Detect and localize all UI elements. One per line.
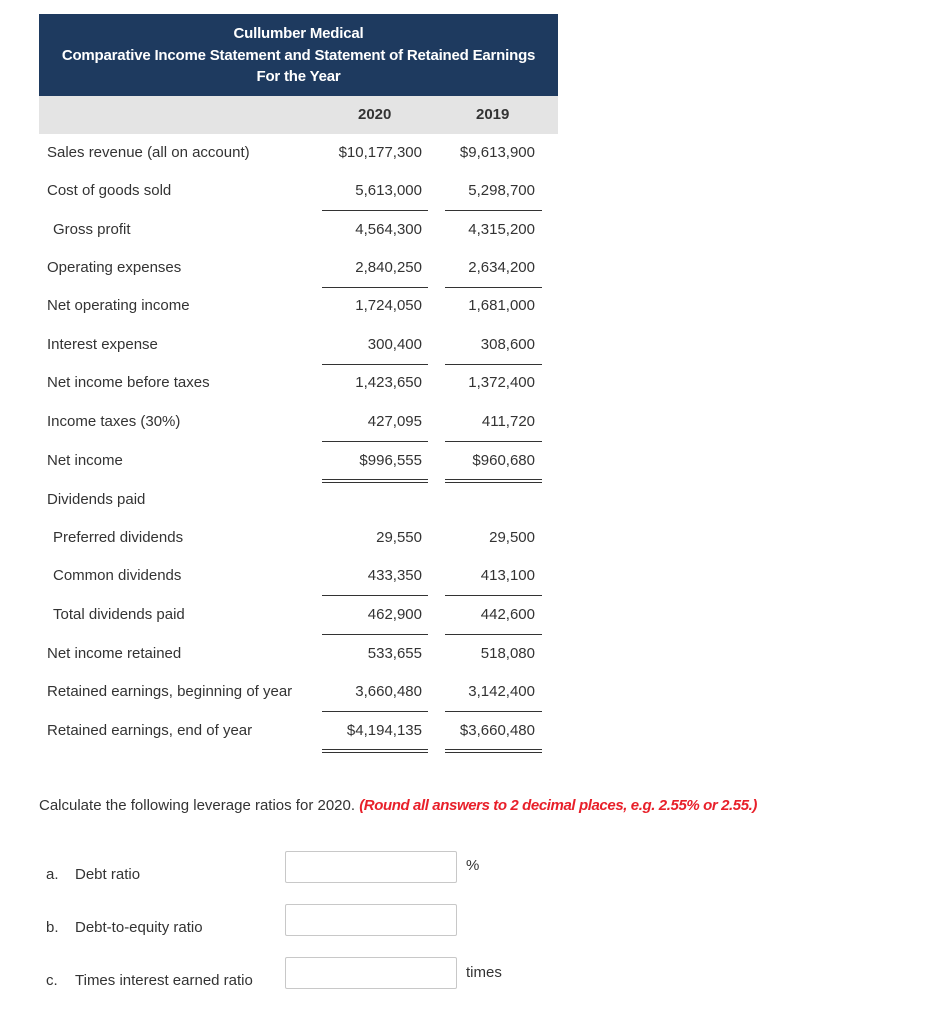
table-row	[0, 596, 942, 634]
question-label: Times interest earned ratio	[75, 972, 253, 989]
row-label: Net income retained	[47, 645, 182, 662]
value-2019: 442,600	[480, 606, 535, 623]
value-2019: 29,500	[489, 529, 535, 546]
value-2020: 433,350	[367, 567, 422, 584]
double-underline	[322, 749, 428, 753]
statement-period: For the Year	[256, 68, 341, 85]
statement-title: Comparative Income Statement and Statement of Retained Earnings	[61, 46, 536, 64]
row-label: Retained earnings, end of year	[47, 722, 253, 739]
value-2020: 1,423,650	[355, 374, 422, 391]
percent-unit: %	[466, 857, 480, 874]
table-row	[0, 635, 942, 673]
company-name: Cullumber Medical	[233, 25, 364, 42]
value-2020: 5,613,000	[355, 182, 422, 199]
value-2020: $10,177,300	[338, 144, 422, 161]
row-label: Gross profit	[53, 221, 131, 238]
table-row	[0, 519, 942, 557]
underline	[445, 634, 542, 635]
value-2020: 427,095	[367, 413, 422, 430]
row-label: Total dividends paid	[53, 606, 185, 623]
value-2020: 29,550	[376, 529, 422, 546]
value-2019: 308,600	[480, 336, 535, 353]
value-2020: $996,555	[359, 452, 422, 469]
row-label: Net income	[47, 452, 123, 469]
underline	[322, 441, 428, 442]
table-row	[0, 172, 942, 210]
row-label: Operating expenses	[47, 259, 182, 276]
row-label: Sales revenue (all on account)	[47, 144, 250, 161]
value-2019: 413,100	[480, 567, 535, 584]
underline	[322, 210, 428, 211]
debt-to-equity-input[interactable]	[285, 904, 457, 936]
row-label: Net income before taxes	[47, 374, 210, 391]
table-row	[0, 403, 942, 441]
value-2020: $4,194,135	[346, 722, 422, 739]
table-row	[0, 364, 942, 402]
underline	[445, 441, 542, 442]
times-interest-earned-input[interactable]	[285, 957, 457, 989]
table-row	[0, 481, 942, 519]
value-2020: 300,400	[367, 336, 422, 353]
underline	[322, 595, 428, 596]
table-row	[0, 134, 942, 172]
value-2020: 533,655	[367, 645, 422, 662]
instruction-text	[39, 797, 757, 814]
row-label: Retained earnings, beginning of year	[47, 683, 293, 700]
value-2019: 411,720	[481, 413, 535, 430]
underline	[322, 364, 428, 365]
question-debt-to-equity	[46, 919, 203, 936]
value-2020: 4,564,300	[355, 221, 422, 238]
underline	[445, 287, 542, 288]
question-letter: b.	[46, 919, 59, 936]
underline	[445, 595, 542, 596]
row-label: Dividends paid	[47, 491, 146, 508]
column-header-row	[39, 96, 558, 134]
debt-ratio-input[interactable]	[285, 851, 457, 883]
value-2019: 4,315,200	[468, 221, 535, 238]
question-label: Debt-to-equity ratio	[75, 919, 203, 936]
instruction-main: Calculate the following leverage ratios for 2020.	[39, 797, 356, 814]
times-unit: times	[466, 964, 502, 981]
table-row	[0, 442, 942, 480]
statement-header	[39, 14, 558, 96]
value-2020: 462,900	[367, 606, 422, 623]
question-letter: a.	[46, 866, 59, 883]
value-2019: 5,298,700	[468, 182, 535, 199]
rounding-note: (Round all answers to 2 decimal places, e.g. 2.55% or 2.55.)	[359, 797, 758, 814]
column-header-2020: 2020	[358, 106, 392, 123]
underline	[445, 364, 542, 365]
table-row	[0, 287, 942, 325]
value-2020: 2,840,250	[355, 259, 422, 276]
underline	[445, 210, 542, 211]
row-label: Common dividends	[53, 567, 182, 584]
value-2019: 3,142,400	[468, 683, 535, 700]
underline	[322, 711, 428, 712]
value-2019: $960,680	[472, 452, 535, 469]
table-row	[0, 673, 942, 711]
table-row	[0, 326, 942, 364]
row-label: Cost of goods sold	[47, 182, 172, 199]
question-debt-ratio	[46, 866, 140, 883]
underline	[445, 711, 542, 712]
table-row	[0, 211, 942, 249]
row-label: Net operating income	[47, 297, 190, 314]
table-row	[0, 249, 942, 287]
value-2019: 1,372,400	[468, 374, 535, 391]
value-2019: 518,080	[480, 645, 535, 662]
table-row	[0, 712, 942, 750]
column-header-2019: 2019	[476, 106, 510, 123]
double-underline	[445, 479, 542, 483]
row-label: Preferred dividends	[53, 529, 184, 546]
value-2019: $9,613,900	[459, 144, 535, 161]
double-underline	[445, 749, 542, 753]
value-2020: 1,724,050	[355, 297, 422, 314]
value-2019: $3,660,480	[459, 722, 535, 739]
question-label: Debt ratio	[75, 866, 141, 883]
row-label: Income taxes (30%)	[47, 413, 181, 430]
underline	[322, 634, 428, 635]
table-row	[0, 557, 942, 595]
value-2019: 1,681,000	[468, 297, 535, 314]
underline	[322, 287, 428, 288]
value-2020: 3,660,480	[355, 683, 422, 700]
value-2019: 2,634,200	[468, 259, 535, 276]
question-letter: c.	[46, 972, 58, 989]
question-times-interest-earned	[46, 972, 253, 989]
double-underline	[322, 479, 428, 483]
row-label: Interest expense	[47, 336, 158, 353]
